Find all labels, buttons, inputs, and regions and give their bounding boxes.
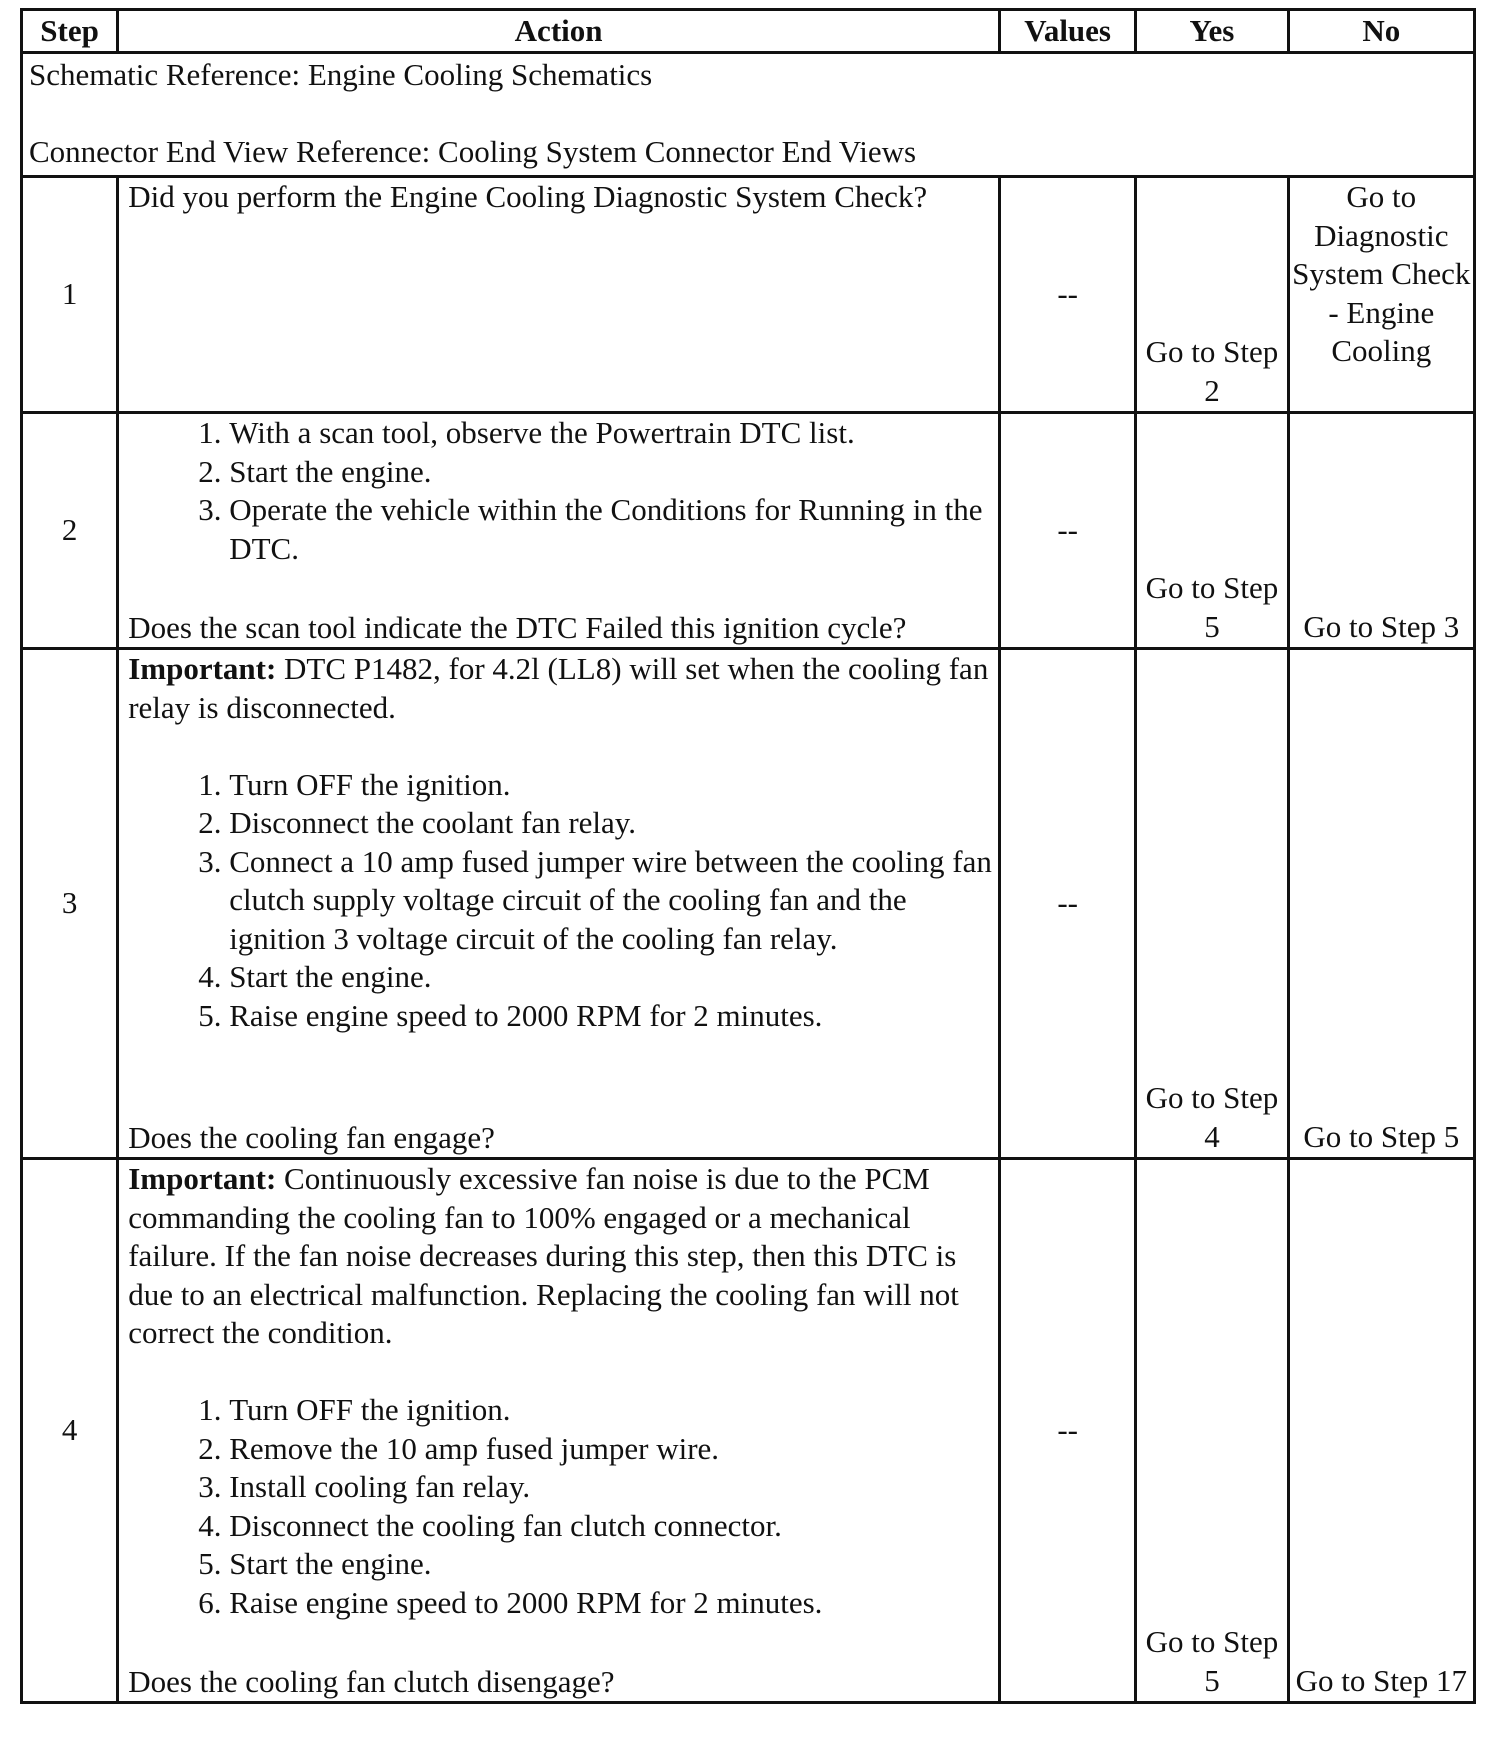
list-item: 5. Start the engine. — [229, 1545, 992, 1584]
action-steps-list — [128, 766, 992, 1036]
step-number: 2 — [22, 413, 118, 649]
list-item: 5. Raise engine speed to 2000 RPM for 2 minutes. — [229, 997, 992, 1036]
header-values: Values — [1000, 10, 1136, 53]
action-question: Does the cooling fan engage? — [128, 1119, 495, 1155]
table-row — [22, 649, 1475, 1159]
connector-reference: Connector End View Reference: Cooling System Connector End Views — [29, 134, 917, 169]
list-item: 2. Disconnect the coolant fan relay. — [229, 804, 992, 843]
values-cell: -- — [1000, 413, 1136, 649]
header-step: Step — [22, 10, 118, 53]
action-steps-list — [128, 1391, 992, 1622]
step-number: 4 — [22, 1159, 118, 1703]
yes-cell: Go to Step 5 — [1136, 413, 1288, 649]
header-row — [22, 10, 1475, 53]
step-number: 1 — [22, 177, 118, 413]
list-item: 6. Raise engine speed to 2000 RPM for 2 minutes. — [229, 1584, 992, 1623]
action-cell — [118, 177, 1000, 413]
no-cell: Go to Step 5 — [1288, 649, 1474, 1159]
no-cell: Go to Diagnostic System Check - Engine Cooling — [1288, 177, 1474, 413]
header-yes: Yes — [1136, 10, 1288, 53]
list-item: 3. Connect a 10 amp fused jumper wire between the cooling fan clutch supply voltage circuit of the cooling fan and the ignition 3 voltage circuit of the cooling fan relay. — [229, 843, 992, 959]
yes-cell: Go to Step 5 — [1136, 1159, 1288, 1703]
values-cell: -- — [1000, 649, 1136, 1159]
no-cell: Go to Step 17 — [1288, 1159, 1474, 1703]
schematic-reference: Schematic Reference: Engine Cooling Schematics — [29, 57, 653, 92]
important-label: Important: — [128, 1161, 277, 1196]
header-action: Action — [118, 10, 1000, 53]
diagnostic-table — [20, 8, 1476, 1704]
list-item: 3. Install cooling fan relay. — [229, 1468, 992, 1507]
list-item: 4. Start the engine. — [229, 958, 992, 997]
action-steps-list — [128, 414, 992, 568]
list-item: 1. Turn OFF the ignition. — [229, 1391, 992, 1430]
action-cell — [118, 1159, 1000, 1703]
list-item: 1. With a scan tool, observe the Powertrain DTC list. — [229, 414, 992, 453]
list-item: 2. Remove the 10 amp fused jumper wire. — [229, 1430, 992, 1469]
important-text: Continuously excessive fan noise is due to the PCM commanding the cooling fan to 100% engaged or a mechanical failure. If the fan noise decreases during this step, then this DTC is due to an electrical malfunction. Replacing the cooling fan will not correct the condition. — [128, 1161, 959, 1350]
action-question: Does the scan tool indicate the DTC Failed this ignition cycle? — [128, 609, 907, 645]
list-item: 2. Start the engine. — [229, 453, 992, 492]
action-cell — [118, 649, 1000, 1159]
list-item: 4. Disconnect the cooling fan clutch connector. — [229, 1507, 992, 1546]
action-question: Did you perform the Engine Cooling Diagnostic System Check? — [128, 179, 928, 214]
reference-cell — [22, 53, 1475, 177]
important-text: DTC P1482, for 4.2l (LL8) will set when the cooling fan relay is disconnected. — [128, 651, 989, 725]
values-cell: -- — [1000, 1159, 1136, 1703]
list-item: 3. Operate the vehicle within the Conditions for Running in the DTC. — [229, 491, 992, 568]
table-row — [22, 413, 1475, 649]
yes-cell: Go to Step 4 — [1136, 649, 1288, 1159]
action-question: Does the cooling fan clutch disengage? — [128, 1663, 615, 1699]
no-cell: Go to Step 3 — [1288, 413, 1474, 649]
yes-cell: Go to Step 2 — [1136, 177, 1288, 413]
table-row — [22, 1159, 1475, 1703]
action-cell — [118, 413, 1000, 649]
reference-row — [22, 53, 1475, 177]
table-row — [22, 177, 1475, 413]
step-number: 3 — [22, 649, 118, 1159]
header-no: No — [1288, 10, 1474, 53]
important-note — [128, 1160, 992, 1353]
important-note — [128, 650, 992, 727]
values-cell: -- — [1000, 177, 1136, 413]
important-label: Important: — [128, 651, 277, 686]
list-item: 1. Turn OFF the ignition. — [229, 766, 992, 805]
